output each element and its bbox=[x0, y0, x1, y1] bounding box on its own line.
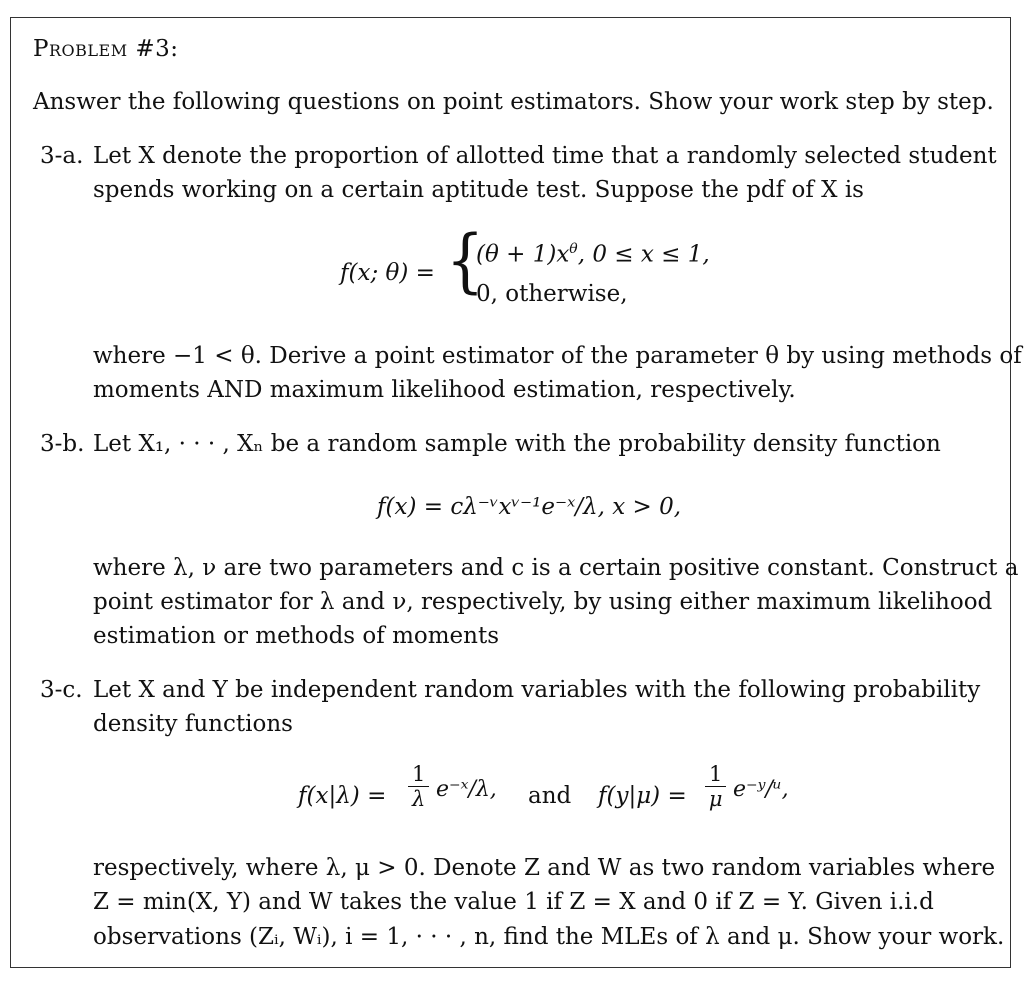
part-b-line2: where λ, ν are two parameters and c is a certain positive constant. Construct a bbox=[93, 555, 1019, 581]
part-a-line1: Let X denote the proportion of allotted time that a randomly selected student bbox=[93, 143, 997, 169]
part-c-f1-fraction: $\frac{1}{\lambda}$ bbox=[408, 762, 429, 811]
part-a-line3: where −1 < θ. Derive a point estimator of the parameter θ by using methods of bbox=[93, 343, 1022, 369]
part-a-case2: 0, otherwise, bbox=[476, 281, 628, 307]
part-c-f2-exp: e⁻ʸ/ᵘ, bbox=[733, 777, 789, 802]
part-b-formula: f(x) = cλ⁻ᵛxᵛ⁻¹e⁻ˣ/λ, x > 0, bbox=[377, 494, 682, 520]
part-a-pdf-lhs: f(x; θ) = bbox=[340, 260, 435, 286]
part-c-line5: observations (Zᵢ, Wᵢ), i = 1, · · · , n, find the MLEs of λ and μ. Show your work. bbox=[93, 924, 1005, 950]
part-b-line1: Let X₁, · · · , Xₙ be a random sample with the probability density function bbox=[93, 431, 941, 457]
part-c-f1-exp: e⁻ˣ/λ, bbox=[436, 777, 497, 802]
problem-intro: Answer the following questions on point estimators. Show your work step by step. bbox=[33, 89, 994, 115]
part-a-case1: $(\theta + 1)x^\theta$, 0 ≤ x ≤ 1, bbox=[476, 241, 710, 268]
part-c-line1: Let X and Y be independent random variables with the following probability bbox=[93, 677, 981, 703]
part-a-brace: { bbox=[446, 220, 485, 302]
part-c-f2-fraction: $\frac{1}{\mu}$ bbox=[705, 762, 726, 811]
part-c-line3: respectively, where λ, μ > 0. Denote Z and W as two random variables where bbox=[93, 855, 996, 881]
part-a-line4: moments AND maximum likelihood estimation, respectively. bbox=[93, 377, 796, 403]
part-b-line4: estimation or methods of moments bbox=[93, 623, 500, 649]
part-c-and: and bbox=[528, 783, 572, 809]
part-c-f2-lhs: f(y|μ) = bbox=[598, 783, 687, 809]
part-a-line2: spends working on a certain aptitude test. Suppose the pdf of X is bbox=[93, 177, 864, 203]
part-c-line4: Z = min(X, Y) and W takes the value 1 if Z = X and 0 if Z = Y. Given i.i.d bbox=[93, 889, 934, 915]
part-c-f1-lhs: f(x|λ) = bbox=[298, 783, 387, 809]
part-a-label: 3-a. bbox=[40, 143, 84, 169]
part-b-line3: point estimator for λ and ν, respectively, by using either maximum likelihood bbox=[93, 589, 993, 615]
part-b-label: 3-b. bbox=[40, 431, 85, 457]
problem-title: Problem #3: bbox=[33, 36, 179, 62]
part-c-line2: density functions bbox=[93, 711, 293, 737]
part-c-label: 3-c. bbox=[40, 677, 83, 703]
